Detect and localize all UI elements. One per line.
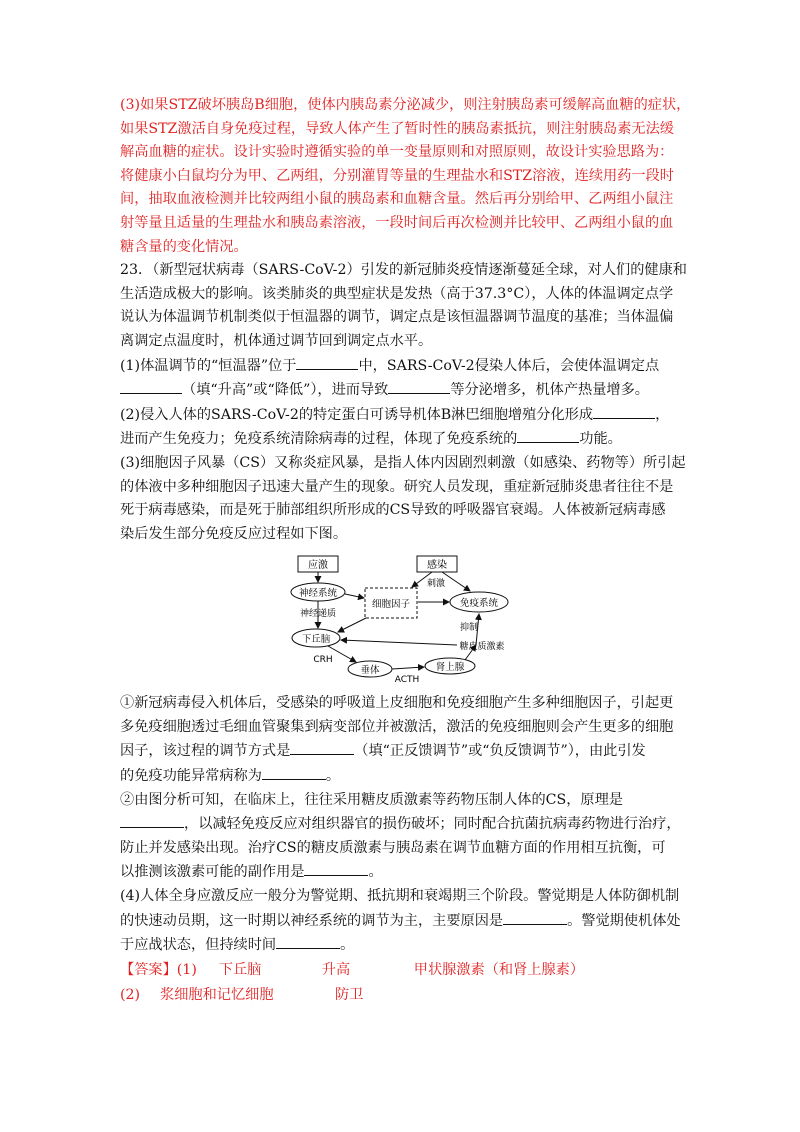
- crh-label: CRH: [313, 655, 333, 666]
- text-segment: 。: [325, 768, 341, 785]
- text-segment: 以推测该激素可能的副作用是: [120, 864, 305, 881]
- question-23-2: [120, 403, 695, 452]
- document-page: [120, 94, 695, 1008]
- text-line: 染后发生部分免疫反应过程如下图。: [120, 525, 348, 542]
- nervous-system-node: [291, 583, 345, 601]
- nervous-label: 神经系统: [298, 588, 338, 600]
- text-line: 防止并发感染出现。治疗CS的糖皮质激素与胰岛素在调节血糖方面的作用相互抗衡，可: [120, 839, 666, 856]
- text-segment: （填“正反馈调节”或“负反馈调节”），由此引发: [354, 743, 646, 760]
- text-segment: (2)侵入人体的SARS-CoV-2的特定蛋白可诱导机体B淋巴细胞增殖分化形成: [120, 406, 594, 423]
- immune-label: 免疫系统: [459, 598, 499, 610]
- text-segment: 功能。: [579, 431, 622, 448]
- question-23-3-2: [120, 789, 695, 885]
- stimulate-label: 刺激: [426, 579, 446, 590]
- question-23-4: [120, 885, 695, 958]
- text-line: (3)如果STZ破坏胰岛B细胞，使体内胰岛素分泌减少，则注射胰岛素可缓解高血糖的症状，: [120, 97, 691, 113]
- text-line: (3)细胞因子风暴（CS）又称炎症风暴，是指人体内因剧烈刺激（如感染、药物等）所引起: [120, 454, 686, 471]
- neurotransmitter-label: 神经递质: [299, 609, 337, 620]
- hypothalamus-node: [292, 629, 340, 647]
- text-line: 生活造成极大的影响。该类肺炎的典型症状是发热（高于37.3°C），人体的体温调定点学: [120, 285, 674, 302]
- inhibit-label: 抑制: [459, 623, 479, 634]
- answer-blank[interactable]: [262, 764, 326, 780]
- text-line: 多免疫细胞透过毛细血管聚集到病变部位并被激活，激活的免疫细胞则会产生更多的细胞: [120, 718, 674, 735]
- answer-blank[interactable]: [593, 403, 655, 419]
- answer-blank[interactable]: [304, 860, 368, 876]
- text-segment: 的快速动员期，这一时期以神经系统的调节为主，主要原因是: [120, 912, 504, 929]
- answer-section: [120, 958, 695, 1008]
- immune-regulation-diagram: [120, 552, 695, 686]
- text-segment: ，以减轻免疫反应对组织器官的损伤破坏；同时配合抗菌抗病毒药物进行治疗，: [184, 816, 681, 833]
- text-segment: 进而产生免疫力；免疫系统清除病毒的过程，体现了免疫系统的: [120, 431, 518, 448]
- immune-system-node: [450, 592, 508, 612]
- answer-text: 甲状腺激素（和肾上腺素）: [413, 961, 585, 978]
- text-segment: 于应战状态，但持续时间: [120, 937, 277, 954]
- text-line: 死于病毒感染，而是死于肺部组织所形成的CS导致的呼吸器官衰竭。人体被新冠病毒感: [120, 502, 666, 519]
- infection-box: [417, 556, 457, 572]
- text-segment: 中，SARS-CoV-2侵染人体后，会使体温调定点: [358, 357, 660, 374]
- answer-label: 【答案】: [120, 961, 177, 978]
- text-line: 将健康小白鼠均分为甲、乙两组，分别灌胃等量的生理盐水和STZ溶液，连续用药一段时: [120, 167, 674, 184]
- acth-label: ACTH: [394, 675, 420, 686]
- answer-blank[interactable]: [120, 812, 184, 828]
- question-23-3-1: [120, 692, 695, 788]
- answer-blank[interactable]: [276, 933, 340, 949]
- adrenal-node: [425, 658, 475, 674]
- text-line: 射等量且适量的生理盐水和胰岛素溶液，一段时间后再次检测并比较甲、乙两组小鼠的血: [120, 214, 674, 231]
- text-segment: 。: [340, 937, 355, 954]
- text-line: 的体液中多种细胞因子迅速大量产生的现象。研究人员发现，重症新冠肺炎患者往往不是: [120, 478, 674, 495]
- text-segment: 的免疫功能异常病称为: [120, 768, 262, 785]
- text-line: 间，抽取血液检测并比较两组小鼠的胰岛素和血糖含量。然后再分别给甲、乙两组小鼠注: [120, 191, 674, 208]
- answer-blank[interactable]: [290, 739, 354, 755]
- answer-blank[interactable]: [517, 427, 579, 443]
- cytokine-label: 细胞因子: [371, 599, 411, 611]
- text-line: 23．（新型冠状病毒（SARS-CoV-2）引发的新冠肺炎疫情逐渐蔓延全球，对人们的健康和: [120, 262, 687, 279]
- answer-text: 浆细胞和记忆细胞: [160, 986, 274, 1003]
- adrenal-label: 肾上腺: [435, 662, 465, 674]
- text-line: (4)人体全身应激反应一般分为警觉期、抵抗期和衰竭期三个阶段。警觉期是人体防御机制: [120, 888, 680, 905]
- text-segment: ，: [655, 406, 670, 423]
- text-line: 解高血糖的症状。设计实验时遵循实验的单一变量原则和对照原则，故设计实验思路为：: [120, 144, 674, 161]
- pituitary-label: 垂体: [360, 665, 380, 677]
- text-line: ②由图分析可知，在临床上，往往采用糖皮质激素等药物压制人体的CS，原理是: [120, 791, 623, 808]
- answer-text: 防卫: [335, 986, 364, 1003]
- diagram-arrows: [318, 572, 479, 669]
- question-23-intro: [120, 259, 695, 353]
- hypothalamus-label: 下丘脑: [301, 634, 331, 646]
- text-line: 离调定点温度时，机体通过调节回到调定点水平。: [120, 332, 433, 349]
- text-line: 说认为体温调节机制类似于恒温器的调节，调定点是该恒温器调节温度的基准；当体温偏: [120, 309, 674, 326]
- text-line: 如果STZ激活自身免疫过程，导致人体产生了暂时性的胰岛素抵抗，则注射胰岛素无法缓: [120, 120, 674, 137]
- cytokine-box: [365, 588, 417, 618]
- answer-text: 下丘脑: [218, 961, 262, 978]
- answer-blank[interactable]: [388, 378, 450, 394]
- question-23-1: [120, 354, 695, 403]
- answer-blank[interactable]: [120, 378, 182, 394]
- stress-box: [298, 556, 338, 572]
- answer-explanation-q3: [120, 94, 695, 259]
- stress-label: 应激: [308, 560, 328, 572]
- infection-label: 感染: [427, 560, 447, 572]
- text-segment: 。警觉期使机体处: [567, 912, 681, 929]
- text-line: 糖含量的变化情况。: [120, 238, 248, 255]
- text-segment: 等分泌增多，机体产热量增多。: [450, 382, 649, 399]
- glucocorticoid-label: 糖皮质激素: [459, 642, 505, 653]
- answer-blank[interactable]: [503, 909, 567, 925]
- answer-text: 升高: [321, 961, 351, 978]
- text-segment: (1)体温调节的“恒温器”位于: [120, 357, 297, 374]
- answer-number: (1): [176, 961, 197, 978]
- text-line: ①新冠病毒侵入机体后，受感染的呼吸道上皮细胞和免疫细胞产生多种细胞因子，引起更: [120, 695, 674, 712]
- pituitary-node: [348, 661, 392, 677]
- answer-number: (2): [120, 986, 141, 1003]
- text-segment: （填“升高”或“降低”），进而导致: [182, 382, 389, 399]
- text-segment: 因子，该过程的调节方式是: [120, 743, 291, 760]
- text-segment: 。: [368, 864, 383, 881]
- question-23-3-intro: [120, 452, 695, 546]
- answer-blank[interactable]: [296, 354, 358, 370]
